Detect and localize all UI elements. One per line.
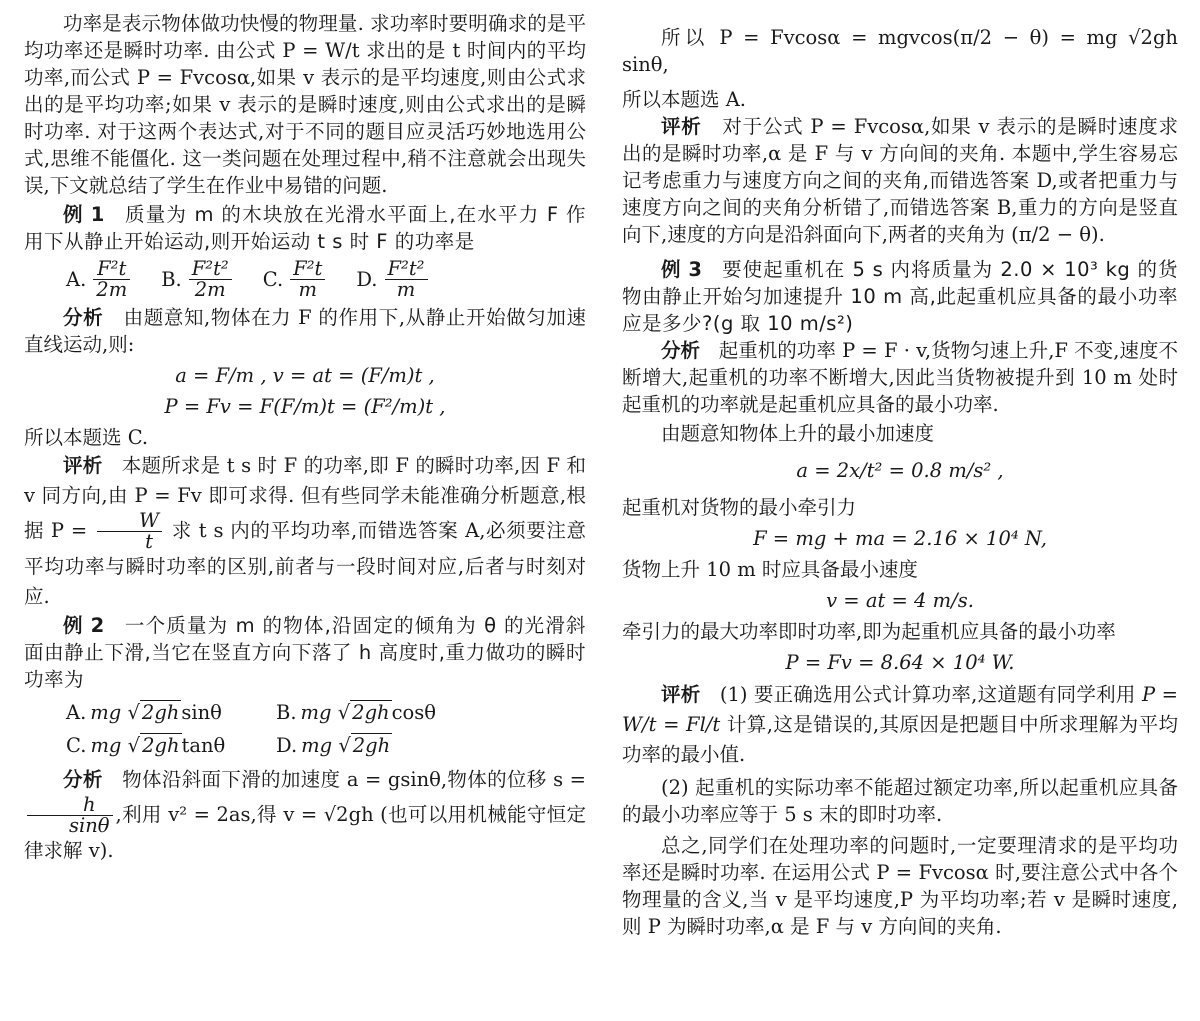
option-c-letter: C. <box>262 268 284 291</box>
example-1 <box>24 201 586 255</box>
comment-1-text-a: 本题所求是 t s 时 F 的功率,即 F 的瞬时功率,因 F 和 v 同方向,由 P = Fv 即可求得. 但有些同学未能准确分析题意,根据 P = <box>24 454 586 542</box>
example-3-label: 例 3 <box>661 258 702 281</box>
example-3-text: 要使起重机在 5 s 内将质量为 2.0 × 10³ kg 的货物由静止开始匀加速提升 10 m 高,此起重机应具备的最小功率应是多少?(g 取 10 m/s²) <box>622 258 1178 335</box>
equation-power: P = Fv = 8.64 × 10⁴ W. <box>785 651 1015 674</box>
comment-2-text: 对于公式 P = Fvcosα,如果 v 表示的是瞬时速度求出的是瞬时功率,α 是 F 与 v 方向间的夹角. 本题中,学生容易忘记考虑重力与速度方向之间的夹角,而错选答案 D,或者把重力与速度方向之间的夹角分析错了,而错选答案 B,重力的方向是竖直向下,速度的方向是沿斜面向下,两者的夹角为 <box>622 115 1178 246</box>
option2-d: D. mg √ 2gh <box>276 734 391 757</box>
min-force-text: 起重机对货物的最小牵引力 <box>622 496 857 519</box>
comment-3 <box>622 680 1178 770</box>
option2-d-radicand: 2gh <box>352 734 391 757</box>
example-1-options <box>24 259 586 300</box>
option-b <box>161 259 235 300</box>
option2-a-letter: A. <box>66 701 87 724</box>
analysis-2-text-a: 物体沿斜面下滑的加速度 a = gsinθ,物体的位移 s = <box>122 768 586 791</box>
option2-b: B. mg √ 2gh cosθ <box>276 701 437 724</box>
option2-b-pre: mg <box>300 701 332 724</box>
min-acceleration-text: 由题意知物体上升的最小加速度 <box>661 422 935 445</box>
option2-b-post: cosθ <box>391 701 437 724</box>
max-power-text: 牵引力的最大功率即时功率,即为起重机应具备的最小功率 <box>622 620 1116 643</box>
option2-a-post: sinθ <box>181 701 222 724</box>
comment-1-label: 评析 <box>63 454 103 477</box>
option2-a-pre: mg <box>90 701 122 724</box>
option2-c-pre: mg <box>90 734 122 757</box>
option2-c: C. mg √ 2gh tanθ <box>66 734 226 757</box>
analysis-2-frac-num: h <box>27 795 113 816</box>
summary-paragraph: 总之,同学们在处理功率的问题时,一定要理清求的是平均功率还是瞬时功率. 在运用公式 P = Fvcosα 时,要注意公式中各个物理量的含义,当 v 是平均速度,P 为平均功率;若 v 是瞬时速度,则 P 为瞬时功率,α 是 F 与 v 方向间的夹角. <box>622 834 1178 938</box>
equation-speed: v = at = 4 m/s. <box>826 589 974 612</box>
comment-2-angle: (π/2 − θ). <box>1011 223 1105 246</box>
comment-2 <box>622 113 1178 248</box>
analysis-2-label: 分析 <box>63 768 103 791</box>
comment-1-frac-den: t <box>145 530 153 553</box>
example-2-answer: 所以本题选 A. <box>622 88 746 111</box>
equation-force: F = mg + ma = 2.16 × 10⁴ N, <box>753 527 1047 550</box>
right-column <box>622 10 1178 940</box>
option-a <box>66 259 133 300</box>
option-c <box>263 259 329 300</box>
comment-1 <box>24 451 586 612</box>
option-d-denominator: m <box>396 278 416 301</box>
option-b-denominator: 2m <box>194 278 226 301</box>
option2-d-letter: D. <box>276 734 298 757</box>
comment-3-text-a: (1) 要正确选用公式计算功率,这道题有同学利用 <box>719 683 1136 706</box>
example-1-text: 质量为 m 的木块放在光滑水平面上,在水平力 F 作用下从静止开始运动,则开始运动 t s 时 F 的功率是 <box>24 203 586 253</box>
left-column <box>24 10 586 866</box>
analysis-1-text: 由题意知,物体在力 F 的作用下,从静止开始做匀加速直线运动,则: <box>24 306 586 356</box>
option2-a: A. mg √ 2gh sinθ <box>66 701 222 724</box>
comment-2-label: 评析 <box>661 115 702 138</box>
comment-3-label: 评析 <box>661 683 701 706</box>
option-d-numerator: F²t² <box>385 259 428 280</box>
option-b-numerator: F²t² <box>189 259 232 280</box>
example-3 <box>622 256 1178 337</box>
option-c-numerator: F²t <box>290 259 325 280</box>
comment-3-equation: P = W/t = Fl/t <box>622 683 1178 736</box>
option-d-letter: D. <box>356 268 378 291</box>
analysis-2-frac-den: sinθ <box>69 814 110 837</box>
analysis-3 <box>622 337 1178 418</box>
analysis-1-equation-2: P = Fv = F(F/m)t = (F²/m)t , <box>164 395 446 418</box>
example-2-label: 例 2 <box>63 614 105 637</box>
option-a-numerator: F²t <box>93 259 130 280</box>
example-2-text: 一个质量为 m 的物体,沿固定的倾角为 θ 的光滑斜面由静止下滑,当它在竖直方向下落了 h 高度时,重力做功的瞬时功率为 <box>24 614 587 691</box>
example-2-options <box>24 699 586 759</box>
analysis-2-text-b: ,利用 v² = 2as,得 v = √2gh (也可以用机械能守恒定律求解 v). <box>24 803 586 862</box>
option-b-letter: B. <box>161 268 182 291</box>
analysis-3-label: 分析 <box>661 339 701 362</box>
option-a-letter: A. <box>66 268 87 291</box>
option-a-denominator: 2m <box>96 278 128 301</box>
analysis-3-text: 起重机的功率 P = F · v,货物匀速上升,F 不变,速度不断增大,起重机的功率不断增大,因此当货物被提升到 10 m 处时起重机的功率就是起重机应具备的最小功率. <box>622 339 1178 416</box>
option-c-denominator: m <box>298 278 318 301</box>
analysis-2 <box>24 765 586 866</box>
option2-d-pre: mg <box>301 734 333 757</box>
option2-b-letter: B. <box>276 701 297 724</box>
analysis-1-equation-1: a = F/m , v = at = (F/m)t , <box>175 364 435 387</box>
option-d <box>356 259 430 300</box>
analysis-1-label: 分析 <box>63 306 104 329</box>
intro-paragraph: 功率是表示物体做功快慢的物理量. 求功率时要明确求的是平均功率还是瞬时功率. 由公式 P = W/t 求出的是 t 时间内的平均功率,而公式 P = Fvcosα,如果 v 表示的是平均速度,则由公式求出的是平均功率;如果 v 表示的是瞬时速度,则由公式求出的是瞬时功率. 对于这两个表达式,对于不同的题目应灵活巧妙地选用公式,思维不能僵化. 这一类问题在处理过程中,稍不注意就会出现失误,下文就总结了学生在作业中易错的问题. <box>24 12 586 197</box>
example-1-label: 例 1 <box>63 203 105 226</box>
option2-c-letter: C. <box>66 734 87 757</box>
example-1-answer: 所以本题选 C. <box>24 426 149 449</box>
option2-a-radicand: 2gh <box>141 701 180 724</box>
comment-3-text-b: 计算,这是错误的,其原因是把题目中所求理解为平均功率的最小值. <box>622 713 1178 766</box>
analysis-1 <box>24 304 586 358</box>
equation-acceleration: a = 2x/t² = 0.8 m/s² , <box>796 459 1004 482</box>
comment-1-text-b: 求 t s 内的平均功率,而错选答案 A,必须要注意平均功率与瞬时功率的区别,前者与一段时间对应,后者与时刻对应. <box>24 519 586 608</box>
comment-3-point-2: (2) 起重机的实际功率不能超过额定功率,所以起重机应具备的最小功率应等于 5 s 末的即时功率. <box>622 776 1178 826</box>
comment-1-frac-num: W <box>97 511 162 532</box>
example-2-continuation-equation: 所以 P = Fvcosα = mgvcos(π/2 − θ) = mg √2gh sinθ, <box>622 26 1178 76</box>
option2-c-post: tanθ <box>181 734 226 757</box>
option2-b-radicand: 2gh <box>352 701 390 724</box>
min-speed-text: 货物上升 10 m 时应具备最小速度 <box>622 558 918 581</box>
example-2 <box>24 612 586 693</box>
option2-c-radicand: 2gh <box>142 734 180 757</box>
